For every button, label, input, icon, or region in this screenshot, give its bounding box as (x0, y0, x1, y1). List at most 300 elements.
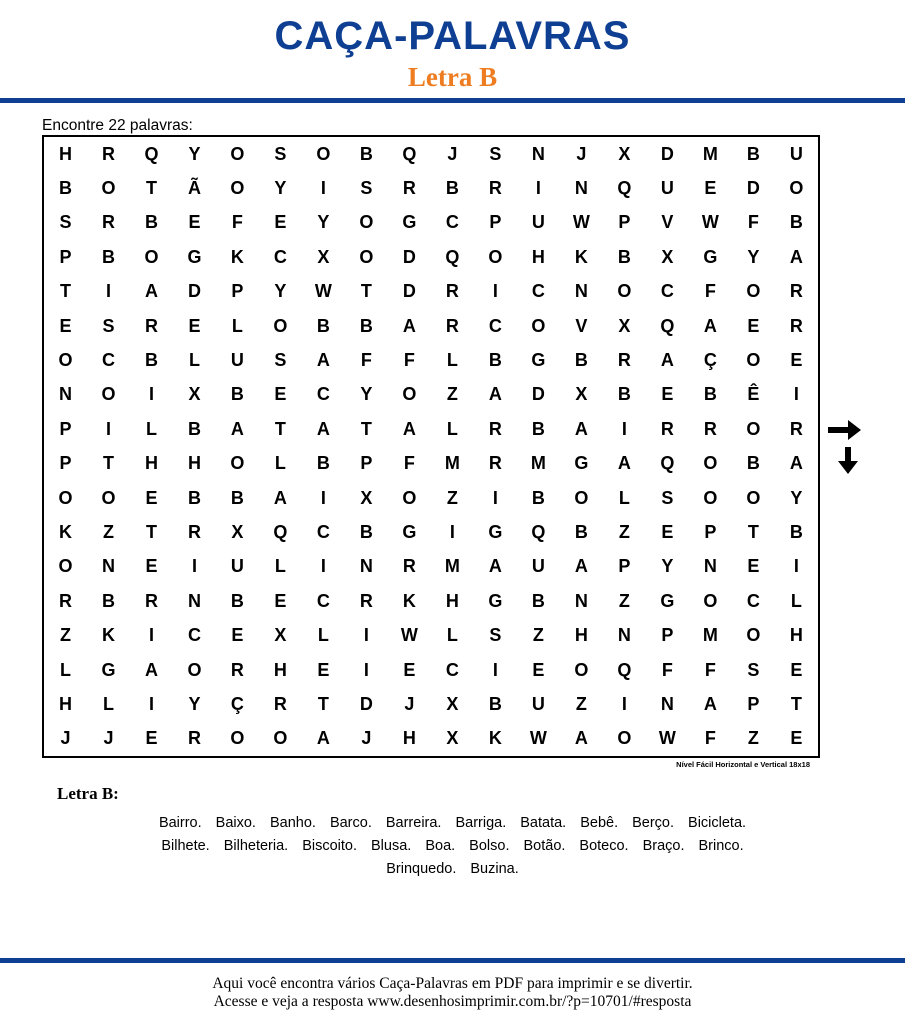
grid-cell[interactable]: T (747, 521, 759, 542)
grid-cell[interactable]: X (618, 143, 631, 164)
grid-cell[interactable]: A (703, 315, 717, 336)
grid-cell[interactable]: G (187, 246, 202, 267)
grid-cell[interactable]: H (273, 659, 287, 680)
grid-cell[interactable]: R (445, 281, 459, 302)
grid-cell[interactable]: B (488, 350, 502, 371)
grid-cell[interactable]: X (274, 625, 287, 646)
grid-cell[interactable]: T (790, 693, 802, 714)
grid-cell[interactable]: G (703, 246, 718, 267)
grid-cell[interactable]: L (317, 625, 329, 646)
grid-cell[interactable]: U (531, 693, 545, 714)
grid-cell[interactable]: E (790, 350, 803, 371)
grid-cell[interactable]: S (360, 178, 373, 199)
grid-cell[interactable]: I (105, 418, 111, 439)
grid-cell[interactable]: O (58, 556, 73, 577)
grid-cell[interactable]: B (746, 453, 760, 474)
grid-cell[interactable]: H (58, 693, 72, 714)
grid-cell[interactable]: R (230, 659, 244, 680)
grid-cell[interactable]: S (747, 659, 760, 680)
grid-cell[interactable]: R (789, 281, 803, 302)
grid-cell[interactable]: L (790, 590, 802, 611)
grid-cell[interactable]: C (316, 590, 330, 611)
grid-cell[interactable]: E (59, 315, 72, 336)
grid-cell[interactable]: I (320, 487, 326, 508)
grid-cell[interactable]: I (621, 693, 627, 714)
grid-cell[interactable]: H (58, 143, 72, 164)
grid-cell[interactable]: I (492, 487, 498, 508)
grid-cell[interactable]: J (404, 693, 415, 714)
grid-cell[interactable]: O (746, 281, 761, 302)
grid-cell[interactable]: L (618, 487, 630, 508)
grid-cell[interactable]: I (148, 384, 154, 405)
grid-cell[interactable]: B (101, 246, 115, 267)
grid-cell[interactable]: O (58, 350, 73, 371)
grid-cell[interactable]: B (144, 212, 158, 233)
grid-cell[interactable]: R (488, 453, 502, 474)
grid-cell[interactable]: A (273, 487, 287, 508)
grid-cell[interactable]: M (530, 453, 546, 474)
grid-cell[interactable]: N (617, 625, 631, 646)
grid-cell[interactable]: L (102, 693, 114, 714)
grid-cell[interactable]: F (704, 659, 716, 680)
grid-cell[interactable]: I (492, 281, 498, 302)
grid-cell[interactable]: B (58, 178, 72, 199)
grid-cell[interactable]: G (101, 659, 116, 680)
grid-cell[interactable]: A (316, 350, 330, 371)
grid-cell[interactable]: C (531, 281, 545, 302)
grid-cell[interactable]: X (317, 246, 330, 267)
grid-cell[interactable]: U (789, 143, 803, 164)
grid-cell[interactable]: R (488, 418, 502, 439)
grid-cell[interactable]: O (746, 350, 761, 371)
grid-cell[interactable]: U (660, 178, 674, 199)
grid-cell[interactable]: O (488, 246, 503, 267)
grid-cell[interactable]: E (747, 556, 760, 577)
grid-cell[interactable]: I (191, 556, 197, 577)
grid-cell[interactable]: O (402, 384, 417, 405)
grid-cell[interactable]: J (576, 143, 587, 164)
grid-cell[interactable]: G (402, 521, 417, 542)
grid-cell[interactable]: U (230, 556, 244, 577)
grid-cell[interactable]: T (145, 178, 157, 199)
grid-cell[interactable]: I (793, 384, 799, 405)
grid-cell[interactable]: R (58, 590, 72, 611)
grid-cell[interactable]: C (187, 625, 201, 646)
grid-cell[interactable]: A (574, 418, 588, 439)
grid-cell[interactable]: A (660, 350, 674, 371)
grid-cell[interactable]: S (274, 143, 287, 164)
grid-cell[interactable]: I (449, 521, 455, 542)
grid-cell[interactable]: O (703, 590, 718, 611)
grid-cell[interactable]: R (445, 315, 459, 336)
grid-cell[interactable]: X (231, 521, 244, 542)
grid-cell[interactable]: Y (274, 281, 287, 302)
grid-cell[interactable]: C (445, 212, 459, 233)
grid-cell[interactable]: E (231, 625, 244, 646)
grid-cell[interactable]: H (574, 625, 588, 646)
grid-cell[interactable]: Ç (703, 350, 717, 371)
grid-cell[interactable]: R (660, 418, 674, 439)
grid-cell[interactable]: T (274, 418, 286, 439)
grid-cell[interactable]: X (661, 246, 674, 267)
grid-cell[interactable]: D (187, 281, 201, 302)
grid-cell[interactable]: P (661, 625, 674, 646)
grid-cell[interactable]: O (402, 487, 417, 508)
grid-cell[interactable]: O (230, 178, 245, 199)
grid-cell[interactable]: M (444, 556, 460, 577)
grid-cell[interactable]: R (187, 521, 201, 542)
grid-cell[interactable]: B (230, 590, 244, 611)
grid-cell[interactable]: B (574, 350, 588, 371)
grid-cell[interactable]: B (230, 487, 244, 508)
grid-cell[interactable]: Y (661, 556, 674, 577)
grid-cell[interactable]: N (574, 178, 588, 199)
grid-cell[interactable]: K (402, 590, 416, 611)
grid-cell[interactable]: O (703, 487, 718, 508)
grid-cell[interactable]: E (661, 521, 674, 542)
grid-cell[interactable]: E (145, 728, 158, 749)
grid-cell[interactable]: C (273, 246, 287, 267)
grid-cell[interactable]: C (746, 590, 760, 611)
grid-cell[interactable]: Z (532, 625, 544, 646)
grid-cell[interactable]: M (444, 453, 460, 474)
grid-cell[interactable]: B (101, 590, 115, 611)
grid-cell[interactable]: P (618, 212, 631, 233)
grid-cell[interactable]: O (101, 487, 116, 508)
grid-cell[interactable]: Q (660, 453, 675, 474)
grid-cell[interactable]: L (188, 350, 200, 371)
grid-cell[interactable]: Ê (747, 384, 760, 405)
grid-cell[interactable]: W (658, 728, 676, 749)
grid-cell[interactable]: O (789, 178, 804, 199)
grid-cell[interactable]: B (531, 590, 545, 611)
grid-cell[interactable]: E (317, 659, 330, 680)
grid-cell[interactable]: R (789, 418, 803, 439)
grid-cell[interactable]: B (359, 315, 373, 336)
grid-cell[interactable]: O (101, 384, 116, 405)
grid-cell[interactable]: J (447, 143, 458, 164)
grid-cell[interactable]: T (317, 693, 329, 714)
grid-cell[interactable]: F (360, 350, 372, 371)
grid-cell[interactable]: O (746, 487, 761, 508)
grid-cell[interactable]: Q (144, 143, 159, 164)
grid-cell[interactable]: Z (102, 521, 114, 542)
grid-cell[interactable]: B (531, 487, 545, 508)
grid-cell[interactable]: A (230, 418, 244, 439)
grid-cell[interactable]: L (274, 453, 286, 474)
grid-cell[interactable]: A (789, 246, 803, 267)
grid-cell[interactable]: O (101, 178, 116, 199)
grid-cell[interactable]: P (59, 453, 72, 474)
grid-cell[interactable]: N (660, 693, 674, 714)
grid-cell[interactable]: R (617, 350, 631, 371)
grid-cell[interactable]: O (273, 728, 288, 749)
grid-cell[interactable]: T (360, 418, 372, 439)
grid-cell[interactable]: B (531, 418, 545, 439)
grid-cell[interactable]: Y (188, 143, 201, 164)
grid-cell[interactable]: B (703, 384, 717, 405)
grid-cell[interactable]: X (188, 384, 201, 405)
grid-cell[interactable]: Z (747, 728, 759, 749)
grid-cell[interactable]: R (101, 212, 115, 233)
grid-cell[interactable]: G (402, 212, 417, 233)
grid-cell[interactable]: C (316, 384, 330, 405)
grid-cell[interactable]: F (403, 350, 415, 371)
grid-cell[interactable]: P (489, 212, 502, 233)
grid-cell[interactable]: R (101, 143, 115, 164)
grid-cell[interactable]: N (359, 556, 373, 577)
grid-cell[interactable]: O (359, 212, 374, 233)
grid-cell[interactable]: R (144, 590, 158, 611)
grid-cell[interactable]: A (316, 418, 330, 439)
grid-cell[interactable]: H (144, 453, 158, 474)
grid-cell[interactable]: O (617, 281, 632, 302)
grid-cell[interactable]: C (445, 659, 459, 680)
grid-cell[interactable]: B (746, 143, 760, 164)
grid-cell[interactable]: Y (360, 384, 373, 405)
grid-cell[interactable]: L (446, 418, 458, 439)
grid-cell[interactable]: O (230, 453, 245, 474)
grid-cell[interactable]: I (535, 178, 541, 199)
grid-cell[interactable]: J (103, 728, 114, 749)
grid-cell[interactable]: U (531, 212, 545, 233)
grid-cell[interactable]: O (230, 143, 245, 164)
grid-cell[interactable]: D (402, 246, 416, 267)
grid-cell[interactable]: B (144, 350, 158, 371)
grid-cell[interactable]: I (492, 659, 498, 680)
grid-cell[interactable]: A (488, 384, 502, 405)
grid-cell[interactable]: R (789, 315, 803, 336)
grid-cell[interactable]: S (489, 625, 502, 646)
grid-cell[interactable]: I (621, 418, 627, 439)
grid-cell[interactable]: O (617, 728, 632, 749)
grid-cell[interactable]: E (704, 178, 717, 199)
grid-cell[interactable]: C (101, 350, 115, 371)
grid-cell[interactable]: B (359, 521, 373, 542)
grid-cell[interactable]: N (101, 556, 115, 577)
grid-cell[interactable]: P (231, 281, 244, 302)
grid-cell[interactable]: U (230, 350, 244, 371)
grid-cell[interactable]: Q (660, 315, 675, 336)
grid-cell[interactable]: G (531, 350, 546, 371)
grid-cell[interactable]: J (361, 728, 372, 749)
grid-cell[interactable]: G (660, 590, 675, 611)
grid-cell[interactable]: L (231, 315, 243, 336)
grid-cell[interactable]: Y (188, 693, 201, 714)
grid-cell[interactable]: S (274, 350, 287, 371)
grid-cell[interactable]: P (747, 693, 760, 714)
grid-cell[interactable]: E (403, 659, 416, 680)
grid-cell[interactable]: I (320, 178, 326, 199)
grid-cell[interactable]: R (187, 728, 201, 749)
grid-cell[interactable]: B (230, 384, 244, 405)
grid-cell[interactable]: E (145, 556, 158, 577)
grid-cell[interactable]: B (445, 178, 459, 199)
grid-cell[interactable]: N (703, 556, 717, 577)
grid-cell[interactable]: E (661, 384, 674, 405)
grid-cell[interactable]: H (531, 246, 545, 267)
grid-cell[interactable]: R (488, 178, 502, 199)
grid-cell[interactable]: Y (317, 212, 330, 233)
grid-cell[interactable]: M (702, 625, 718, 646)
grid-cell[interactable]: O (316, 143, 331, 164)
grid-cell[interactable]: L (446, 350, 458, 371)
grid-cell[interactable]: A (617, 453, 631, 474)
grid-cell[interactable]: Ã (187, 178, 201, 199)
grid-cell[interactable]: O (230, 728, 245, 749)
grid-cell[interactable]: S (59, 212, 72, 233)
grid-cell[interactable]: M (702, 143, 718, 164)
grid-cell[interactable]: B (359, 143, 373, 164)
grid-cell[interactable]: R (402, 178, 416, 199)
grid-cell[interactable]: B (187, 487, 201, 508)
grid-cell[interactable]: J (60, 728, 71, 749)
grid-cell[interactable]: Z (618, 521, 630, 542)
grid-cell[interactable]: G (488, 590, 503, 611)
grid-cell[interactable]: A (402, 315, 416, 336)
grid-cell[interactable]: P (59, 246, 72, 267)
grid-cell[interactable]: T (360, 281, 372, 302)
grid-cell[interactable]: E (790, 728, 803, 749)
grid-cell[interactable]: K (101, 625, 115, 646)
grid-cell[interactable]: X (446, 693, 459, 714)
grid-cell[interactable]: B (316, 315, 330, 336)
grid-cell[interactable]: O (746, 625, 761, 646)
grid-cell[interactable]: O (703, 453, 718, 474)
grid-cell[interactable]: W (400, 625, 418, 646)
grid-cell[interactable]: G (574, 453, 589, 474)
grid-cell[interactable]: N (531, 143, 545, 164)
grid-cell[interactable]: K (58, 521, 72, 542)
grid-cell[interactable]: L (59, 659, 71, 680)
grid-cell[interactable]: I (363, 625, 369, 646)
grid-cell[interactable]: L (274, 556, 286, 577)
grid-cell[interactable]: I (148, 625, 154, 646)
grid-cell[interactable]: K (574, 246, 588, 267)
grid-cell[interactable]: Q (402, 143, 417, 164)
grid-cell[interactable]: A (488, 556, 502, 577)
grid-cell[interactable]: Q (445, 246, 460, 267)
grid-cell[interactable]: W (314, 281, 332, 302)
grid-cell[interactable]: W (701, 212, 719, 233)
grid-cell[interactable]: H (789, 625, 803, 646)
grid-cell[interactable]: D (359, 693, 373, 714)
grid-cell[interactable]: O (273, 315, 288, 336)
grid-cell[interactable]: Ç (230, 693, 244, 714)
grid-cell[interactable]: B (789, 212, 803, 233)
grid-cell[interactable]: Y (790, 487, 803, 508)
grid-cell[interactable]: X (618, 315, 631, 336)
grid-cell[interactable]: W (572, 212, 590, 233)
grid-cell[interactable]: R (402, 556, 416, 577)
grid-cell[interactable]: K (488, 728, 502, 749)
grid-cell[interactable]: O (359, 246, 374, 267)
grid-cell[interactable]: Z (575, 693, 587, 714)
grid-cell[interactable]: B (789, 521, 803, 542)
grid-cell[interactable]: O (187, 659, 202, 680)
grid-cell[interactable]: E (145, 487, 158, 508)
grid-cell[interactable]: F (747, 212, 759, 233)
grid-cell[interactable]: T (102, 453, 114, 474)
grid-cell[interactable]: F (403, 453, 415, 474)
grid-cell[interactable]: E (532, 659, 545, 680)
grid-cell[interactable]: X (446, 728, 459, 749)
grid-cell[interactable]: X (360, 487, 373, 508)
grid-cell[interactable]: F (231, 212, 243, 233)
grid-cell[interactable]: E (188, 212, 201, 233)
grid-cell[interactable]: Z (446, 384, 458, 405)
grid-cell[interactable]: A (574, 556, 588, 577)
grid-cell[interactable]: P (618, 556, 631, 577)
grid-cell[interactable]: E (274, 212, 287, 233)
grid-cell[interactable]: E (274, 590, 287, 611)
grid-cell[interactable]: B (316, 453, 330, 474)
grid-cell[interactable]: D (660, 143, 674, 164)
grid-cell[interactable]: I (148, 693, 154, 714)
grid-cell[interactable]: C (488, 315, 502, 336)
grid-cell[interactable]: X (575, 384, 588, 405)
grid-cell[interactable]: E (274, 384, 287, 405)
grid-cell[interactable]: O (58, 487, 73, 508)
grid-cell[interactable]: W (529, 728, 547, 749)
grid-cell[interactable]: Q (617, 178, 632, 199)
grid-cell[interactable]: L (446, 625, 458, 646)
grid-cell[interactable]: Y (274, 178, 287, 199)
grid-cell[interactable]: C (316, 521, 330, 542)
grid-cell[interactable]: O (531, 315, 546, 336)
grid-cell[interactable]: R (703, 418, 717, 439)
grid-cell[interactable]: O (574, 487, 589, 508)
grid-cell[interactable]: A (144, 659, 158, 680)
grid-cell[interactable]: B (488, 693, 502, 714)
grid-cell[interactable]: P (59, 418, 72, 439)
grid-cell[interactable]: Q (531, 521, 546, 542)
grid-cell[interactable]: F (661, 659, 673, 680)
grid-cell[interactable]: B (187, 418, 201, 439)
grid-cell[interactable]: A (144, 281, 158, 302)
grid-cell[interactable]: R (273, 693, 287, 714)
grid-cell[interactable]: F (704, 281, 716, 302)
grid-cell[interactable]: V (575, 315, 588, 336)
grid-cell[interactable]: D (402, 281, 416, 302)
grid-cell[interactable]: D (531, 384, 545, 405)
grid-cell[interactable]: T (145, 521, 157, 542)
grid-cell[interactable]: R (144, 315, 158, 336)
grid-cell[interactable]: O (574, 659, 589, 680)
grid-cell[interactable]: Z (618, 590, 630, 611)
grid-cell[interactable]: Q (273, 521, 288, 542)
grid-cell[interactable]: A (574, 728, 588, 749)
grid-cell[interactable]: B (617, 246, 631, 267)
grid-cell[interactable]: Z (59, 625, 71, 646)
grid-cell[interactable]: N (574, 590, 588, 611)
grid-cell[interactable]: Y (747, 246, 760, 267)
grid-cell[interactable]: S (661, 487, 674, 508)
grid-cell[interactable]: S (102, 315, 115, 336)
grid-cell[interactable]: N (187, 590, 201, 611)
grid-cell[interactable]: N (574, 281, 588, 302)
grid-cell[interactable]: Z (446, 487, 458, 508)
grid-cell[interactable]: G (488, 521, 503, 542)
grid-cell[interactable]: A (789, 453, 803, 474)
grid-cell[interactable]: U (531, 556, 545, 577)
grid-cell[interactable]: L (145, 418, 157, 439)
grid-cell[interactable]: I (320, 556, 326, 577)
grid-cell[interactable]: O (746, 418, 761, 439)
grid-cell[interactable]: S (489, 143, 502, 164)
grid-cell[interactable]: E (188, 315, 201, 336)
grid-cell[interactable]: F (704, 728, 716, 749)
